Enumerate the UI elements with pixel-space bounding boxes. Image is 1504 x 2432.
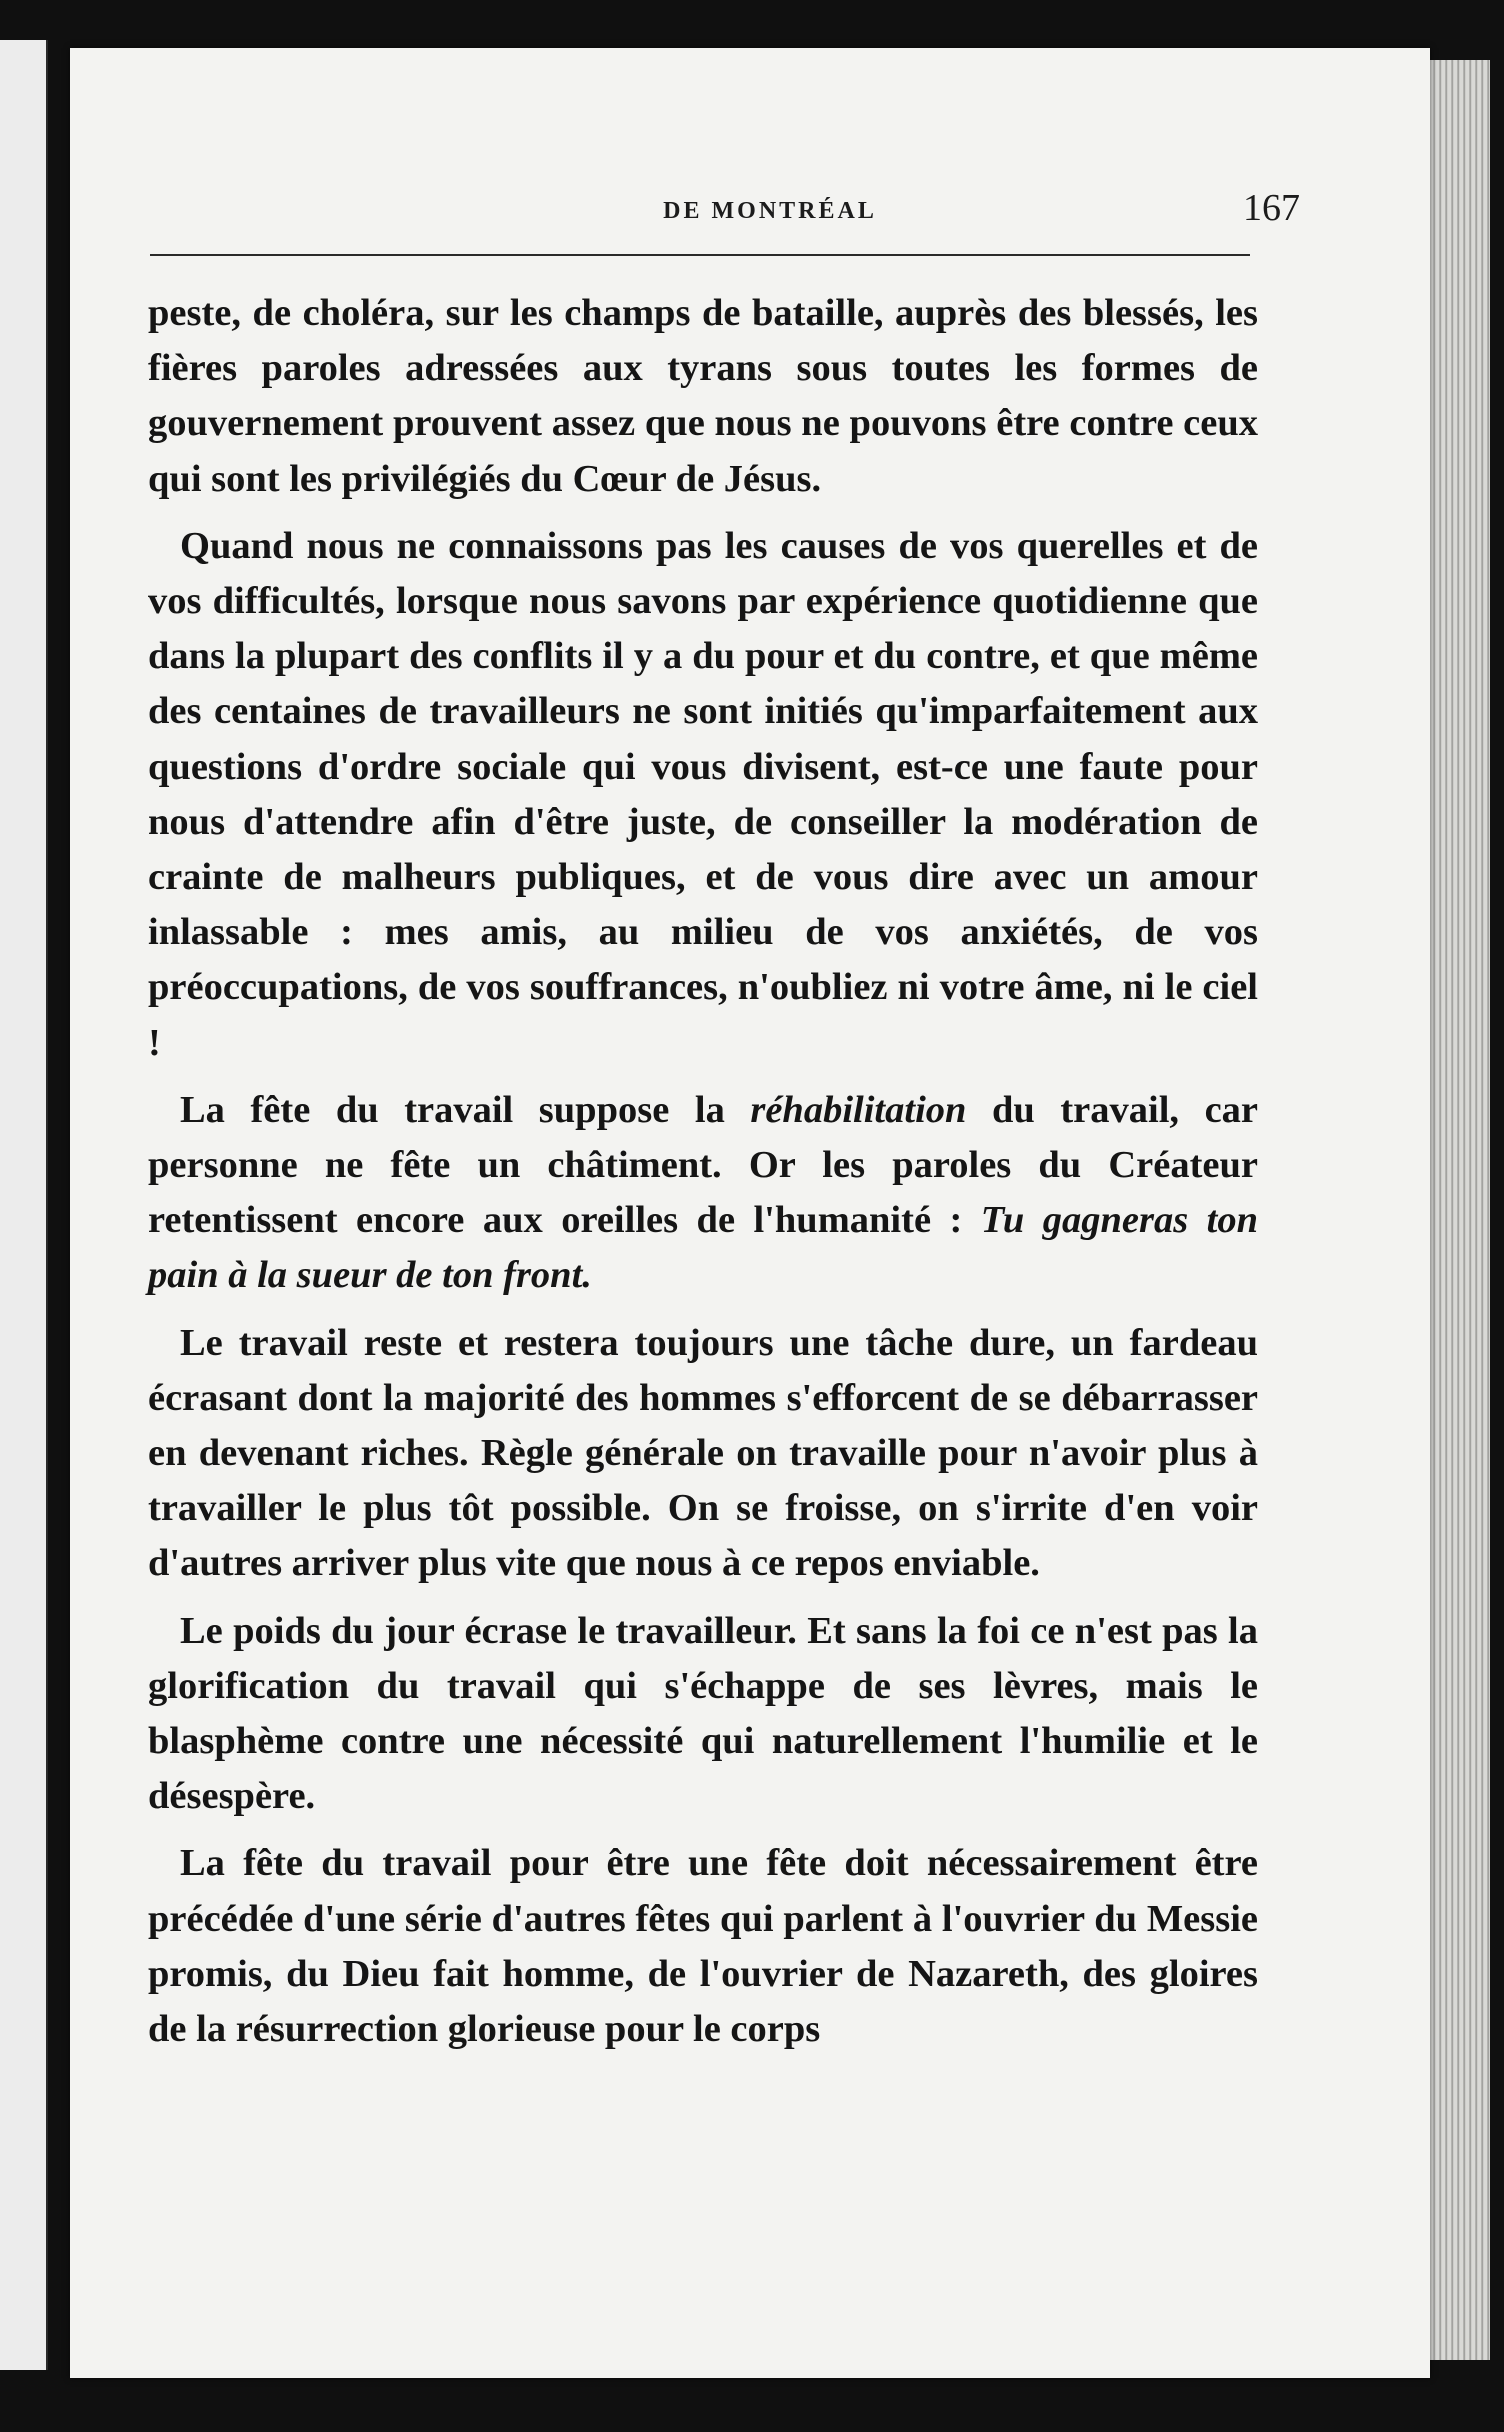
- running-head: DE MONTRÉAL: [663, 198, 877, 224]
- book-page-edges: [1430, 60, 1490, 2360]
- body-text: [148, 286, 1258, 2069]
- page-number: 167: [1243, 187, 1300, 229]
- paragraph-2: Quand nous ne connaissons pas les causes de vos querelles et de vos difficultés, lorsque nous savons par expérience quotidienne que dans la plupart des conflits il y a du pour et du contre, et que même des centaines de travailleurs ne sont initiés qu'imparfaitement aux questions d'ordre sociale qui vous divisent, est-ce une faute pour nous d'attendre afin d'être juste, de conseiller la modération de crainte de malheurs publiques, et de vous dire avec un amour inlassable : mes amis, au milieu de vos anxiétés, de vos préoccupations, de vos souffrances, n'oubliez ni votre âme, ni le ciel !: [148, 524, 1258, 1064]
- paragraph-3: [148, 1083, 1258, 1304]
- facing-page-edge: [0, 40, 48, 2370]
- paragraph-5: Le poids du jour écrase le travailleur. Et sans la foi ce n'est pas la glorification du travail qui s'échappe de ses lèvres, mais le blasphème contre une nécessité qui naturellement l'humilie et le désespère.: [148, 1609, 1258, 1818]
- paragraph-3-quotation: Tu gagneras ton pain à la sueur de ton front.: [148, 1199, 1258, 1297]
- paragraph-1: peste, de choléra, sur les champs de bataille, auprès des blessés, les fières paroles adressées aux tyrans sous toutes les formes de gouvernement prouvent assez que nous ne pouvons être contre ceux qui sont les privilégiés du Cœur de Jésus.: [148, 292, 1258, 500]
- paragraph-4: Le travail reste et restera toujours une tâche dure, un fardeau écrasant dont la majorité des hommes s'efforcent de se débarrasser en devenant riches. Règle générale on travaille pour n'avoir plus à travailler le plus tôt possible. On se froisse, on s'irrite d'en voir d'autres arriver plus vite que nous à ce repos enviable.: [148, 1321, 1258, 1585]
- header-rule: [150, 254, 1250, 256]
- paragraph-3-middle: du travail, car personne ne fête un châtiment. Or les paroles du Créateur retentissent encore aux oreilles de l'humanité :: [148, 1088, 1258, 1242]
- paragraph-3-lead: La fête du travail suppose la: [180, 1088, 751, 1131]
- paragraph-3-emphasis-rehabilitation: réhabilitation: [750, 1088, 967, 1131]
- book-page: [70, 48, 1430, 2378]
- paragraph-6: La fête du travail pour être une fête doit nécessairement être précédée d'une série d'autres fêtes qui parlent à l'ouvrier du Messie promis, du Dieu fait homme, de l'ouvrier de Nazareth, des gloires de la résurrection glorieuse pour le corps: [148, 1842, 1258, 2051]
